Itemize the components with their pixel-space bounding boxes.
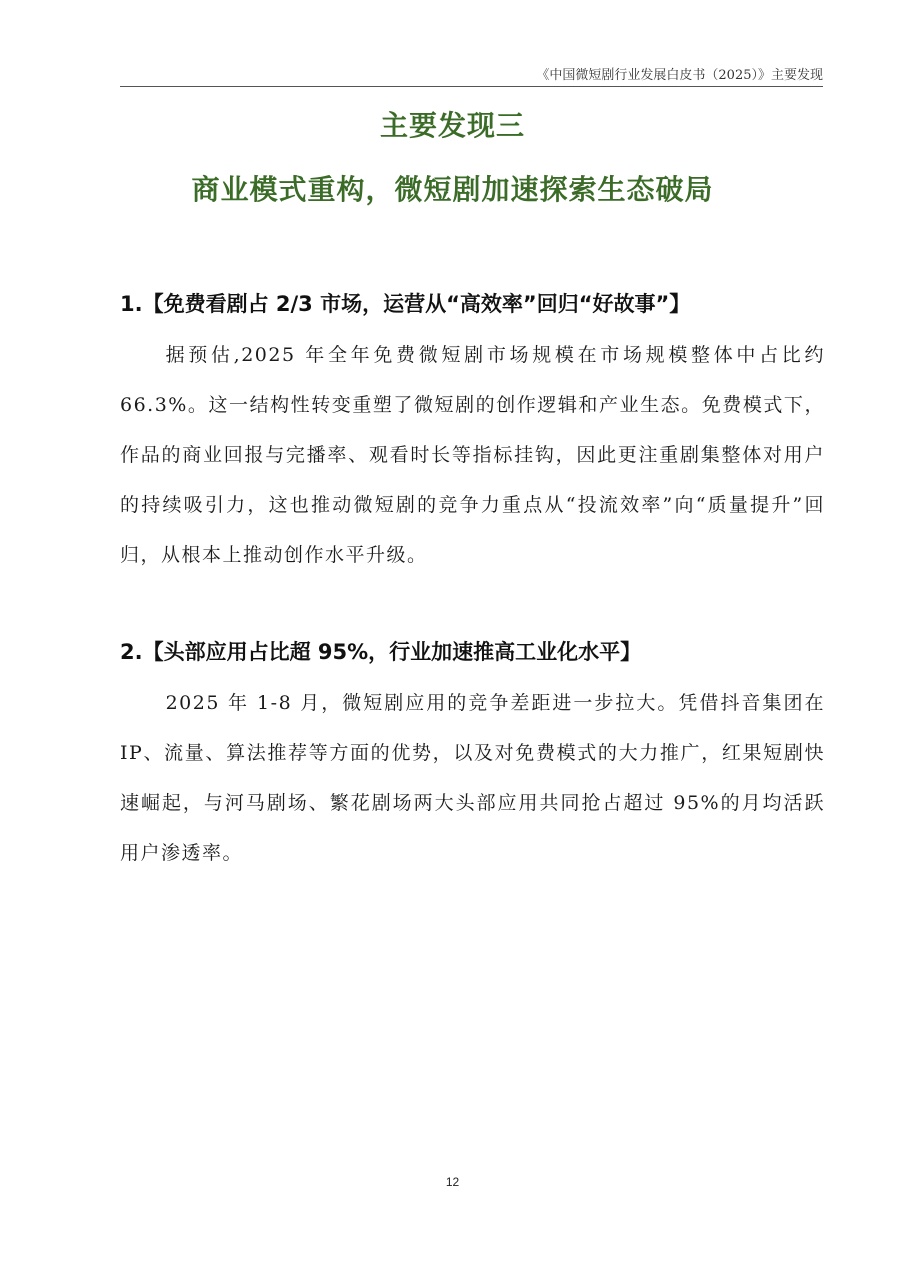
- page-title: 主要发现三: [379, 109, 525, 142]
- section-heading-1: 1.【免费看剧占 2/3 市场，运营从“高效率”回归“好故事”】: [120, 292, 691, 316]
- page-subtitle: 商业模式重构，微短剧加速探索生态破局: [191, 173, 714, 206]
- page-number: 12: [445, 1175, 460, 1189]
- section-body-1: 据预估,2025 年全年免费微短剧市场规模在市场规模整体中占比约 66.3%。这一结构性转变重塑了微短剧的创作逻辑和产业生态。免费模式下，作品的商业回报与完播率、观看时长等指标挂钩，因此更注重剧集整体对用户的持续吸引力，这也推动微短剧的竞争力重点从“投流效率”向“质量提升”回归，从根本上推动创作水平升级。: [120, 344, 825, 566]
- section-body-2: 2025 年 1-8 月，微短剧应用的竞争差距进一步拉大。凭借抖音集团在 IP、流量、算法推荐等方面的优势，以及对免费模式的大力推广，红果短剧快速崛起，与河马剧场、繁花剧场两大头部应用共同抢占超过 95%的月均活跃用户渗透率。: [120, 692, 825, 864]
- running-header: 《中国微短剧行业发展白皮书（2025）》主要发现: [536, 68, 823, 83]
- section-heading-2: 2.【头部应用占比超 95%，行业加速推高工业化水平】: [120, 640, 642, 664]
- header-divider: [120, 86, 823, 87]
